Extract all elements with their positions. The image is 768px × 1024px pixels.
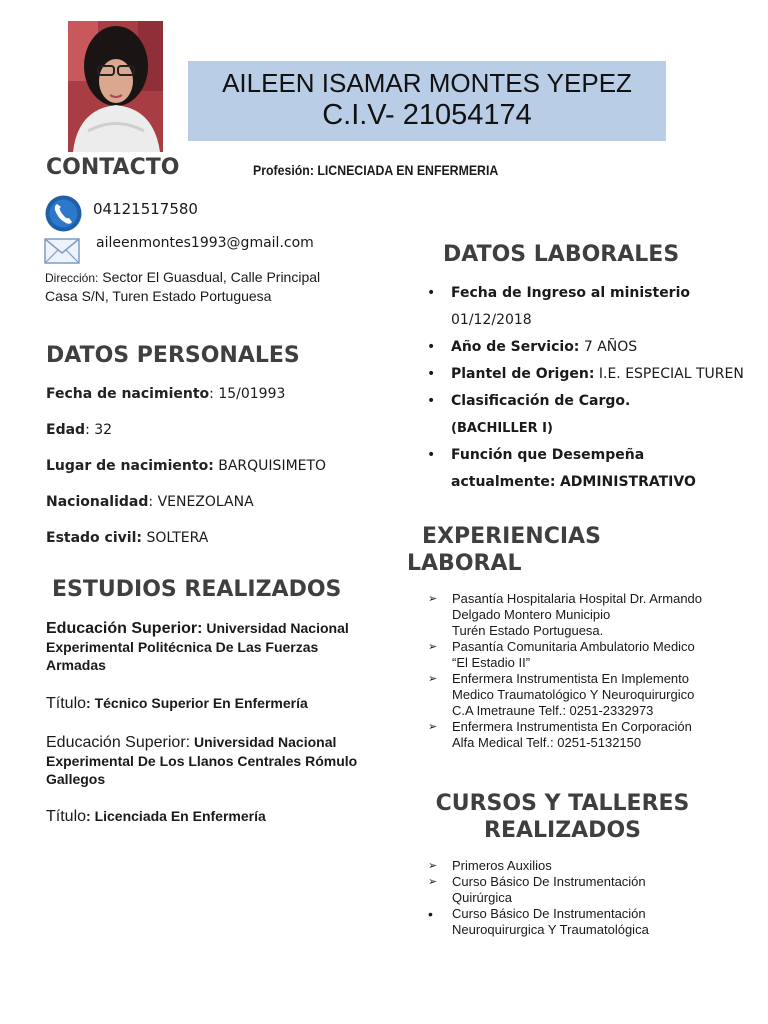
study-item: Educación Superior: Universidad Nacional Experimental Politécnica De Las Fuerzas Armadas <box>46 620 349 673</box>
list-item: • Curso Básico De Instrumentación Neuroquirurgica Y Traumatológica <box>428 906 649 937</box>
list-item: ➢ Pasantía Hospitalaria Hospital Dr. Armando Delgado Montero Municipio Turén Estado Portuguesa. <box>428 591 703 638</box>
profile-photo <box>68 21 163 152</box>
list-item: • Fecha de Ingreso al ministerio 01/12/2018 <box>427 285 691 328</box>
list-item: ➢ Pasantía Comunitaria Ambulatorio Medico “El Estadio II” <box>428 639 695 670</box>
profession-line <box>253 162 498 178</box>
list-item: • Plantel de Origen: I.E. ESPECIAL TUREN <box>427 366 744 382</box>
study-item: Educación Superior: Universidad Nacional Experimental De Los Llanos Centrales Rómulo Gallegos <box>46 734 358 787</box>
address-line-2: Casa S/N, Turen Estado Portuguesa <box>45 288 272 304</box>
studies-heading: ESTUDIOS REALIZADOS <box>52 577 342 602</box>
header-banner <box>188 61 666 141</box>
phone-number: 04121517580 <box>93 200 198 218</box>
courses-heading: CURSOS Y TALLERES REALIZADOS <box>435 791 690 843</box>
courses-list <box>428 858 728 938</box>
experience-heading-line2: LABORAL <box>407 551 522 576</box>
personal-row: Lugar de nacimiento: BARQUISIMETO <box>46 458 327 474</box>
study-item: Título: Técnico Superior En Enfermería <box>46 695 308 712</box>
list-item: ➢ Enfermera Instrumentista En Corporación Alfa Medical Telf.: 0251-5132150 <box>428 719 692 750</box>
list-item: • Clasificación de Cargo. (BACHILLER I) <box>427 393 631 436</box>
address <box>45 268 365 305</box>
list-item: ➢ Enfermera Instrumentista En Implemento Medico Traumatológico Y Neuroquirurgico C.A Imetraune Telf.: 0251-2332973 <box>428 671 695 718</box>
personal-row: Estado civil: SOLTERA <box>46 530 209 546</box>
id-number: C.I.V- 21054174 <box>322 99 532 131</box>
personal-row: Edad: 32 <box>46 422 113 438</box>
profession-value: LICNECIADA EN ENFERMERIA <box>317 162 499 178</box>
email-address: aileenmontes1993@gmail.com <box>96 235 314 251</box>
work-data-list <box>425 280 745 496</box>
contact-heading: CONTACTO <box>46 155 180 180</box>
phone-icon <box>45 195 82 232</box>
profession-label: Profesión: <box>253 162 314 178</box>
study-item: Título: Licenciada En Enfermería <box>46 808 266 825</box>
address-label: Dirección: <box>45 271 99 285</box>
list-item: ➢ Curso Básico De Instrumentación Quirúrgica <box>428 874 646 905</box>
experience-heading: EXPERIENCIAS <box>422 524 601 549</box>
list-item: ➢ Primeros Auxilios <box>428 858 552 873</box>
personal-row: Nacionalidad: VENEZOLANA <box>46 494 254 510</box>
full-name: AILEEN ISAMAR MONTES YEPEZ <box>222 68 632 98</box>
experience-list <box>428 591 728 751</box>
list-item: • Función que Desempeña actualmente: ADMINISTRATIVO <box>427 447 696 490</box>
work-data-heading: DATOS LABORALES <box>443 242 680 267</box>
list-item: • Año de Servicio: 7 AÑOS <box>427 339 638 355</box>
envelope-icon <box>44 238 80 264</box>
personal-row: Fecha de nacimiento: 15/01993 <box>46 386 286 402</box>
personal-data-heading: DATOS PERSONALES <box>46 343 300 368</box>
address-line-1: Sector El Guasdual, Calle Principal <box>102 269 321 285</box>
